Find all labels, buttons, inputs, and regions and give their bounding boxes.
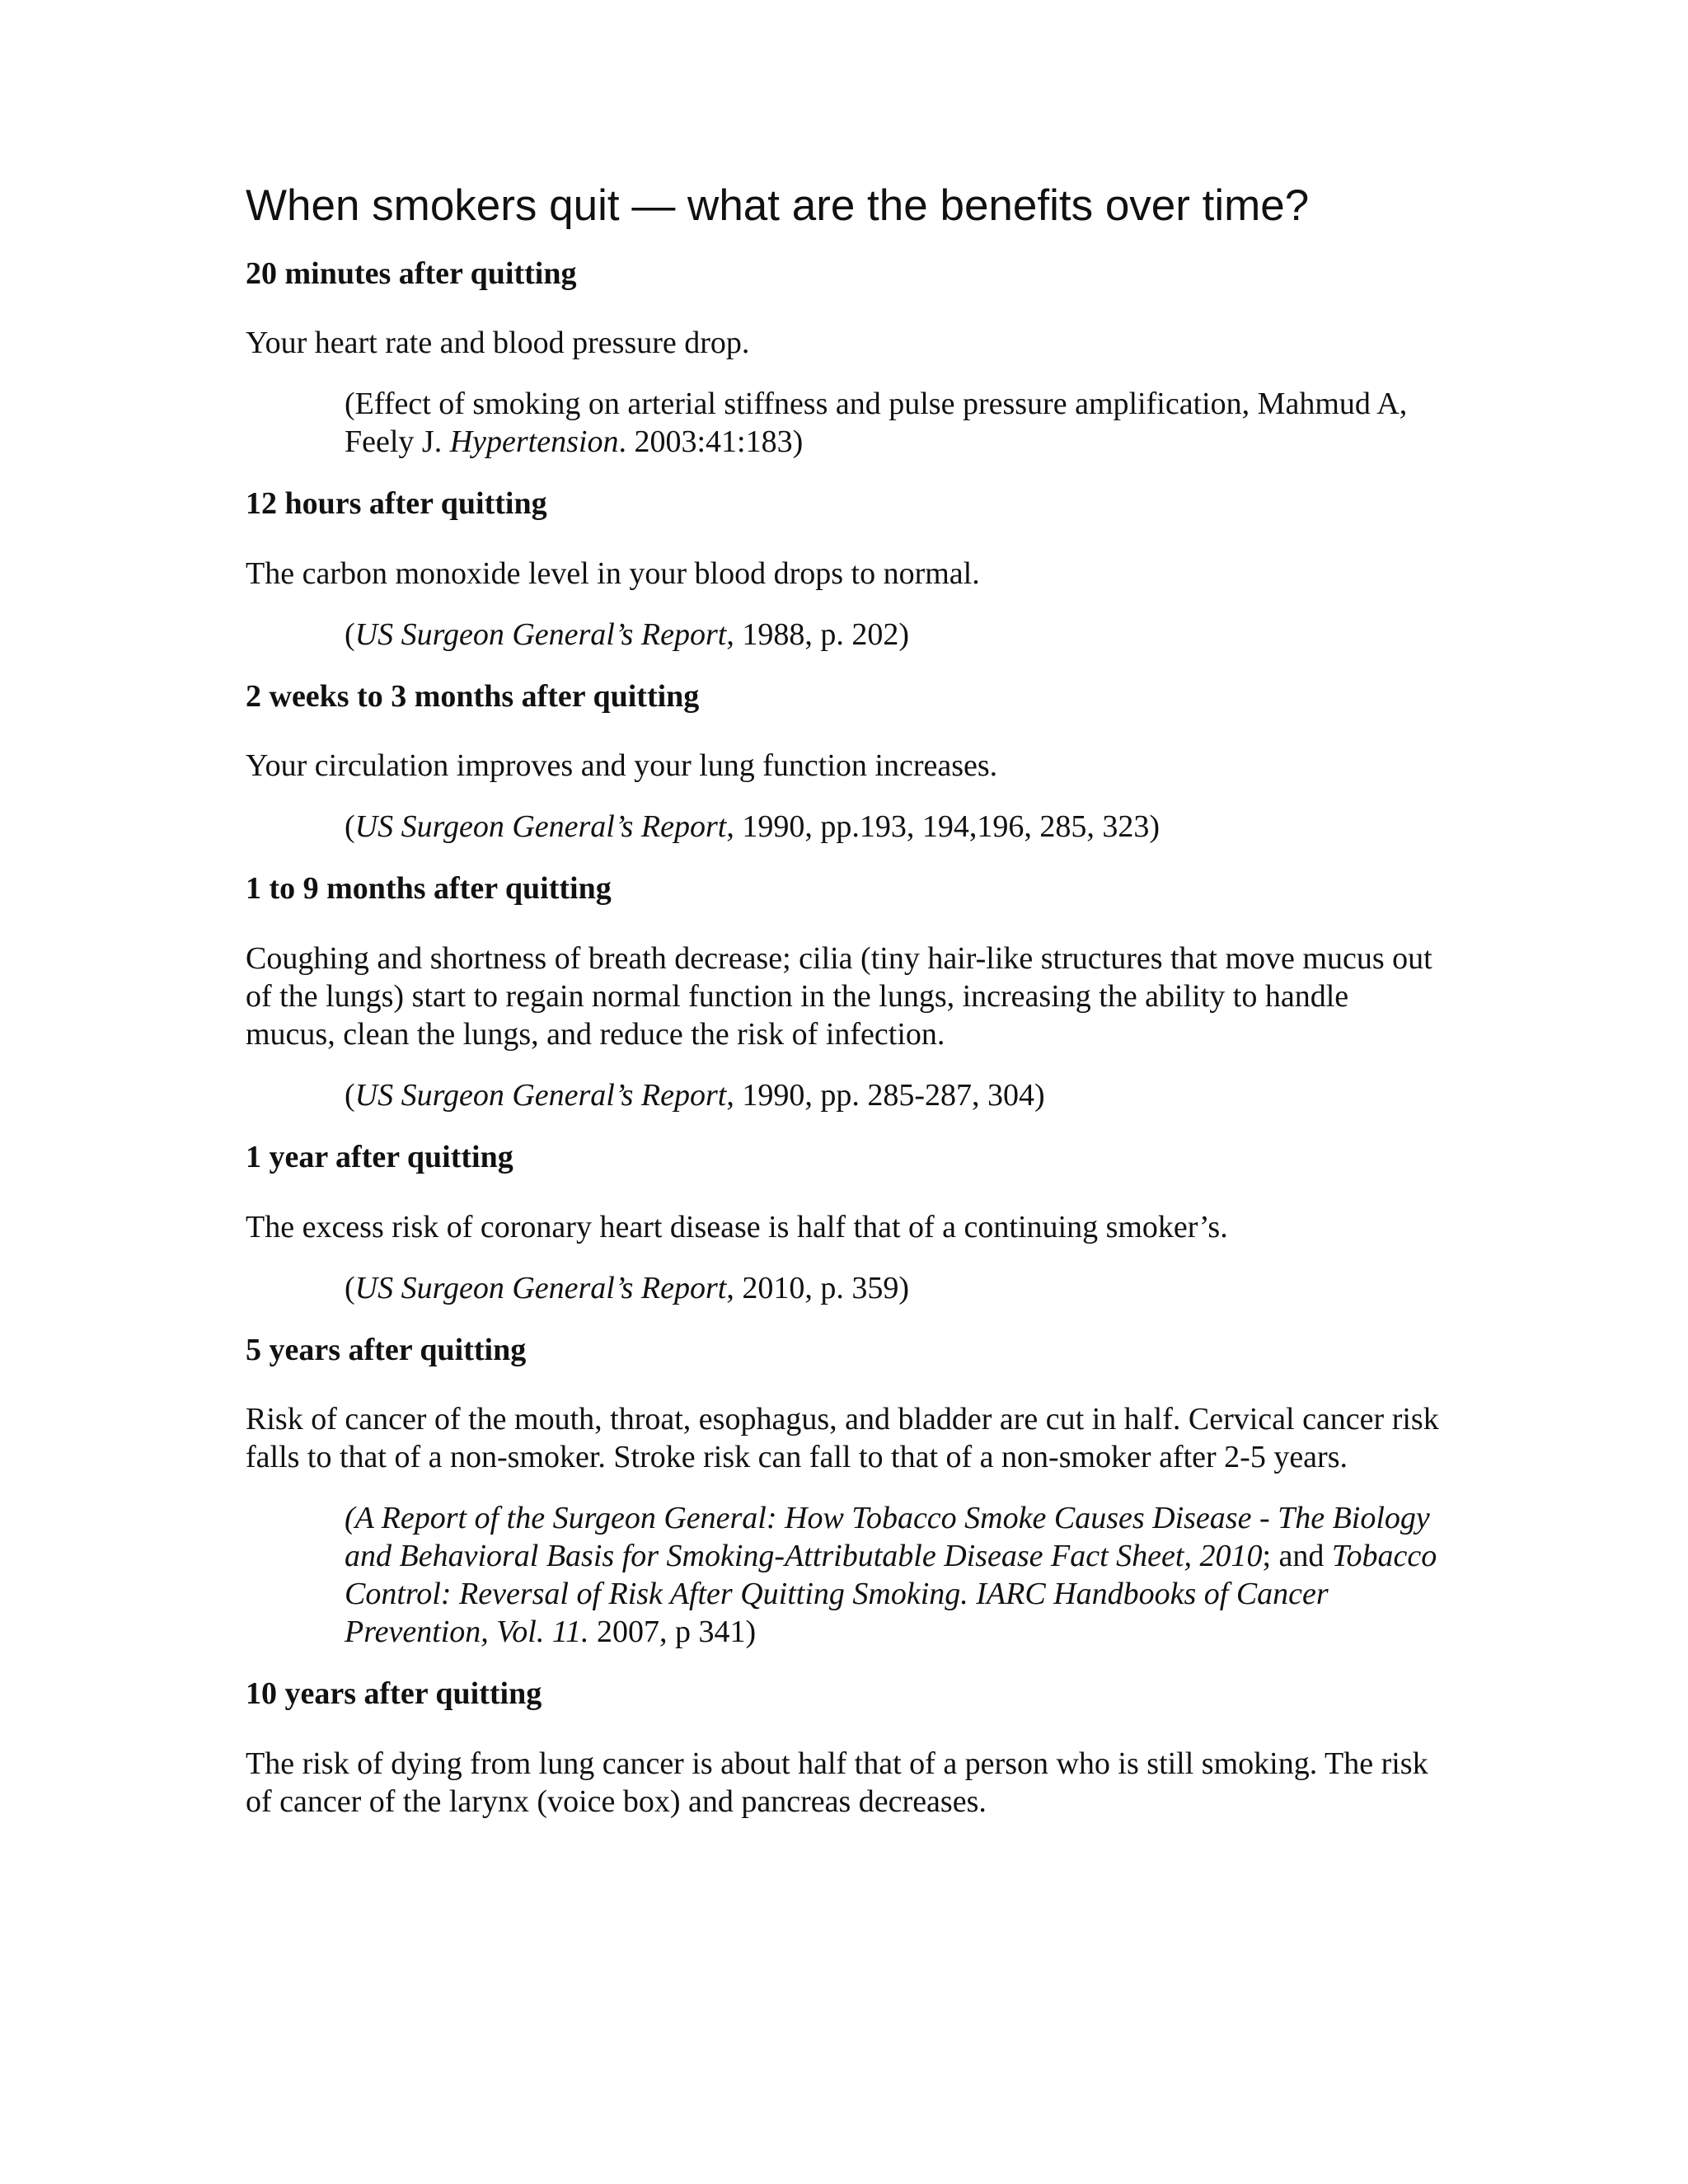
section-body: Your heart rate and blood pressure drop. <box>246 326 750 361</box>
section-citation <box>345 1076 1441 1114</box>
citation-details: , 1990, pp. 285-287, 304) <box>726 1077 1045 1113</box>
citation-details: . 2003:41:183) <box>618 424 804 460</box>
section-heading: 20 minutes after quitting <box>246 255 577 291</box>
section-12-hours <box>246 485 1441 654</box>
section-heading: 5 years after quitting <box>246 1332 527 1367</box>
section-body: The excess risk of coronary heart disease is half that of a continuing smoker’s. <box>246 1209 1228 1244</box>
section-heading: 10 years after quitting <box>246 1676 542 1712</box>
citation-source-title: Tobacco Control: Reversal of Risk After Quitting Smoking. IARC Handbooks of Cancer Prevention, Vol. 11. <box>345 1539 1437 1650</box>
citation-source-title: US Surgeon General’s Report <box>354 1077 727 1113</box>
section-citation <box>345 1269 1441 1307</box>
section-citation <box>345 808 1441 846</box>
section-citation <box>345 385 1441 461</box>
citation-details: , 1990, pp.193, 194,196, 285, 323) <box>726 809 1160 845</box>
page-title: When smokers quit — what are the benefits over time? <box>246 181 1310 230</box>
citation-text: ( <box>345 809 355 845</box>
citation-details: , 2010, p. 359) <box>726 1270 909 1305</box>
section-1-to-9-months <box>246 870 1441 1114</box>
section-heading: 1 to 9 months after quitting <box>246 871 612 907</box>
section-20-minutes <box>246 255 1441 462</box>
section-5-years <box>246 1332 1441 1652</box>
citation-text: ( <box>345 1270 355 1305</box>
section-body: The risk of dying from lung cancer is about half that of a person who is still smoking. The risk of cancer of the larynx (voice box) and pancreas decreases. <box>246 1746 1428 1819</box>
citation-source-title: US Surgeon General’s Report <box>354 616 727 652</box>
citation-text: (Effect of smoking on arterial stiffness and pulse pressure amplification, Mahmud A, Feely J. <box>345 387 1408 460</box>
citation-text: ( <box>345 616 355 652</box>
section-body: Risk of cancer of the mouth, throat, esophagus, and bladder are cut in half. Cervical cancer risk falls to that of a non-smoker. Stroke risk can fall to that of a non-smoker after 2-5 years. <box>246 1402 1439 1475</box>
section-body: The carbon monoxide level in your blood drops to normal. <box>246 555 980 591</box>
citation-source-title: US Surgeon General’s Report <box>354 1270 727 1305</box>
citation-details: , 1988, p. 202) <box>726 616 909 652</box>
citation-source-title: Hypertension <box>449 424 619 460</box>
section-body: Coughing and shortness of breath decrease; cilia (tiny hair-like structures that move mucus out of the lungs) start to regain normal function in the lungs, increasing the ability to handle mucus, clean the lungs, and reduce the risk of infection. <box>246 940 1432 1052</box>
section-10-years <box>246 1675 1441 1821</box>
section-heading: 1 year after quitting <box>246 1139 513 1174</box>
section-citation <box>345 616 1441 654</box>
citation-details: 2007, p 341) <box>588 1615 757 1650</box>
citation-source-title: US Surgeon General’s Report <box>354 809 727 845</box>
section-heading: 12 hours after quitting <box>246 486 547 522</box>
citation-source-title: (A Report of the Surgeon General: How Tobacco Smoke Causes Disease - The Biology and Behavioral Basis for Smoking-Attributable Disease Fact Sheet, 2010 <box>345 1501 1430 1574</box>
section-body: Your circulation improves and your lung function increases. <box>246 748 998 784</box>
section-2-weeks <box>246 678 1441 846</box>
section-1-year <box>246 1139 1441 1307</box>
citation-text: ; and <box>1262 1539 1332 1574</box>
document-page <box>246 180 1441 1844</box>
section-citation <box>345 1499 1441 1651</box>
citation-text: ( <box>345 1077 355 1113</box>
section-heading: 2 weeks to 3 months after quitting <box>246 678 700 714</box>
